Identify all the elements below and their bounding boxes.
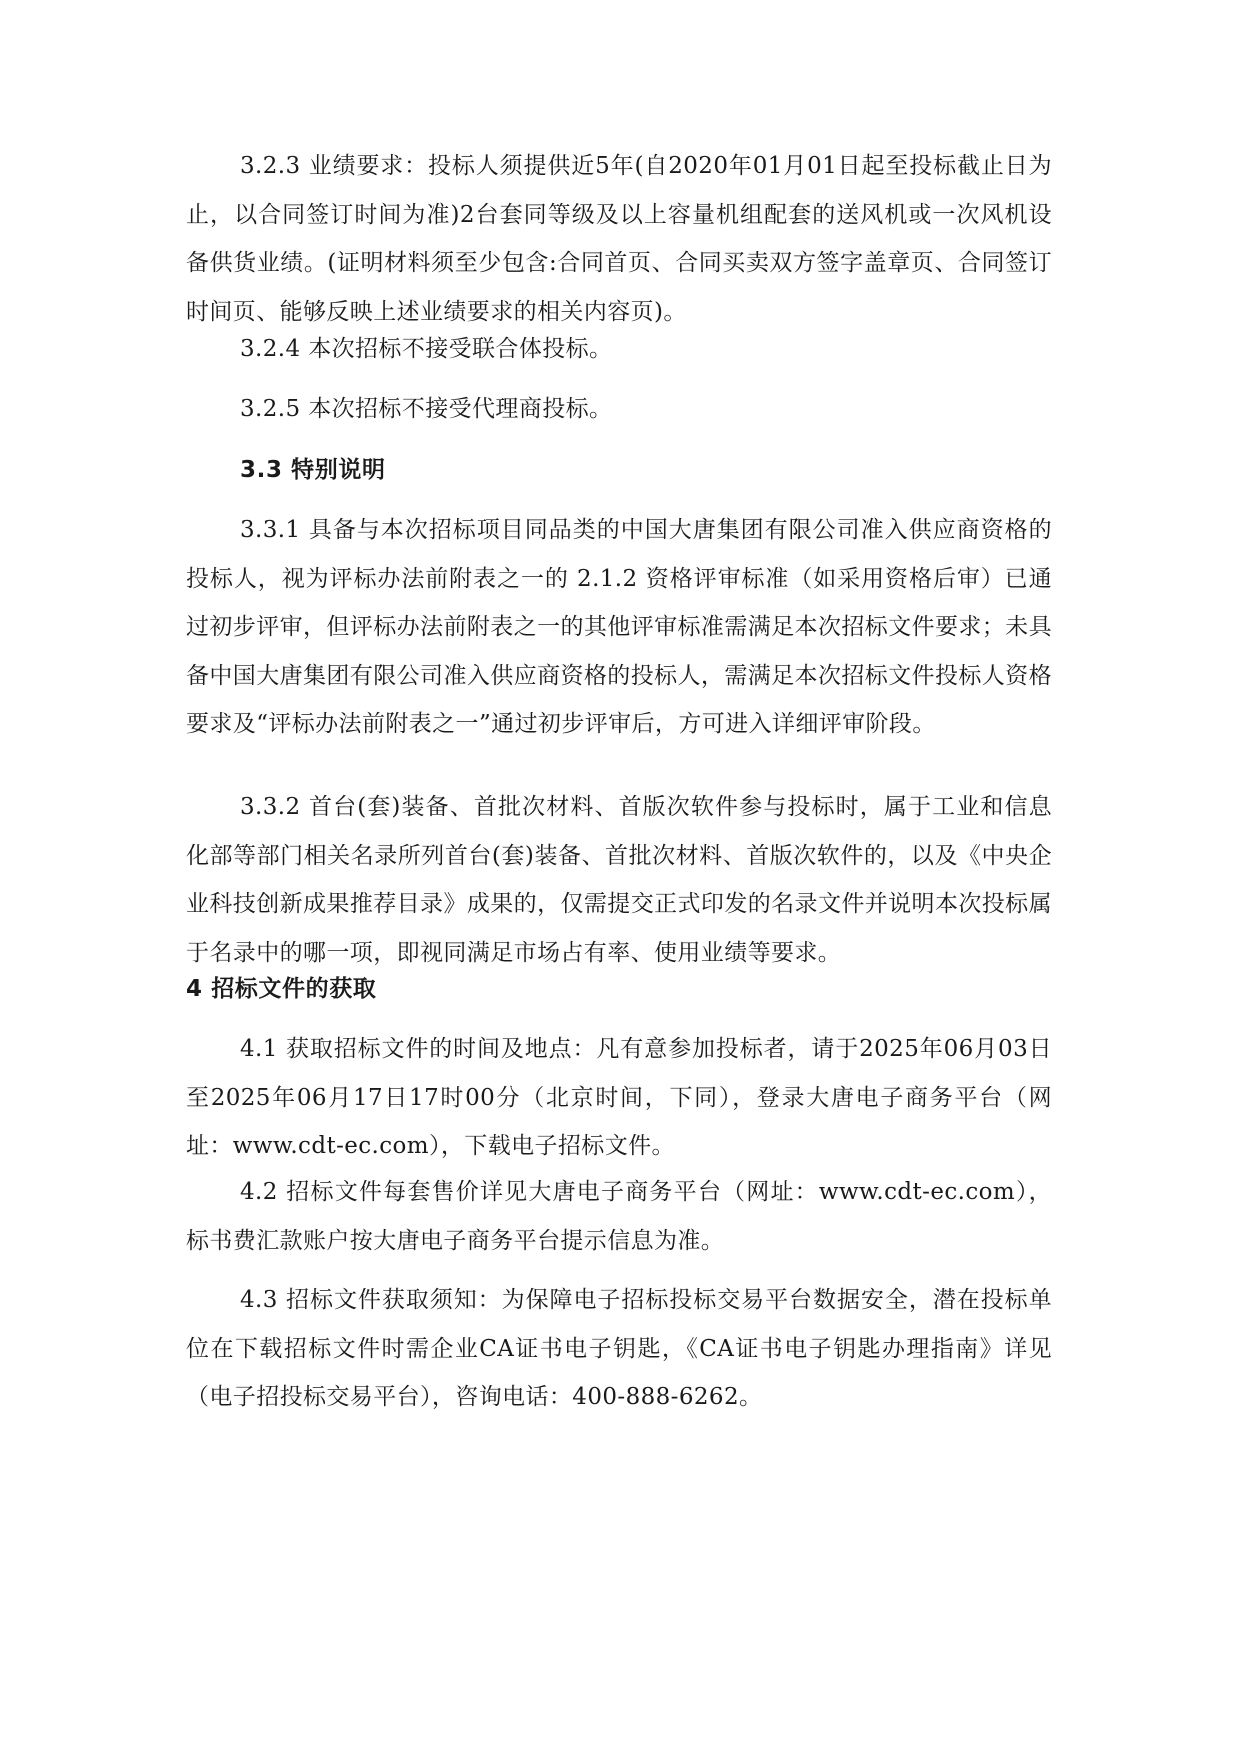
paragraph-4-3: 4.3 招标文件获取须知：为保障电子招标投标交易平台数据安全，潜在投标单位在下载招标文件时需企业CA证书电子钥匙，《CA证书电子钥匙办理指南》详见（电子招投标交易平台），咨询电话：400-888-6262。 xyxy=(186,1287,1052,1410)
section-heading-4: 4 招标文件的获取 xyxy=(186,976,377,1002)
paragraph-3-3-1: 3.3.1 具备与本次招标项目同品类的中国大唐集团有限公司准入供应商资格的投标人，视为评标办法前附表之一的 2.1.2 资格评审标准（如采用资格后审）已通过初步评审，但评标办法前附表之一的其他评审标准需满足本次招标文件要求；未具备中国大唐集团有限公司准入供应商资格的投标人，需满足本次招标文件投标人资格要求及“评标办法前附表之一”通过初步评审后，方可进入详细评审阶段。 xyxy=(186,517,1052,737)
paragraph-3-2-4: 3.2.4 本次招标不接受联合体投标。 xyxy=(240,336,613,362)
paragraph-4-2: 4.2 招标文件每套售价详见大唐电子商务平台（网址：www.cdt-ec.com），标书费汇款账户按大唐电子商务平台提示信息为准。 xyxy=(186,1179,1052,1254)
paragraph-3-2-5: 3.2.5 本次招标不接受代理商投标。 xyxy=(240,396,613,422)
paragraph-4-1: 4.1 获取招标文件的时间及地点：凡有意参加投标者，请于2025年06月03日至2025年06月17日17时00分（北京时间，下同），登录大唐电子商务平台（网址：www.cdt-ec.com），下载电子招标文件。 xyxy=(186,1036,1052,1159)
paragraph-3-3-2: 3.3.2 首台(套)装备、首批次材料、首版次软件参与投标时，属于工业和信息化部等部门相关名录所列首台(套)装备、首批次材料、首版次软件的，以及《中央企业科技创新成果推荐目录》成果的，仅需提交正式印发的名录文件并说明本次投标属于名录中的哪一项，即视同满足市场占有率、使用业绩等要求。 xyxy=(186,794,1052,966)
paragraph-3-2-3: 3.2.3 业绩要求：投标人须提供近5年(自2020年01月01日起至投标截止日为止，以合同签订时间为准)2台套同等级及以上容量机组配套的送风机或一次风机设备供货业绩。(证明材料须至少包含:合同首页、合同买卖双方签字盖章页、合同签订时间页、能够反映上述业绩要求的相关内容页)。 xyxy=(186,153,1052,325)
section-heading-3-3: 3.3 特别说明 xyxy=(240,457,386,483)
